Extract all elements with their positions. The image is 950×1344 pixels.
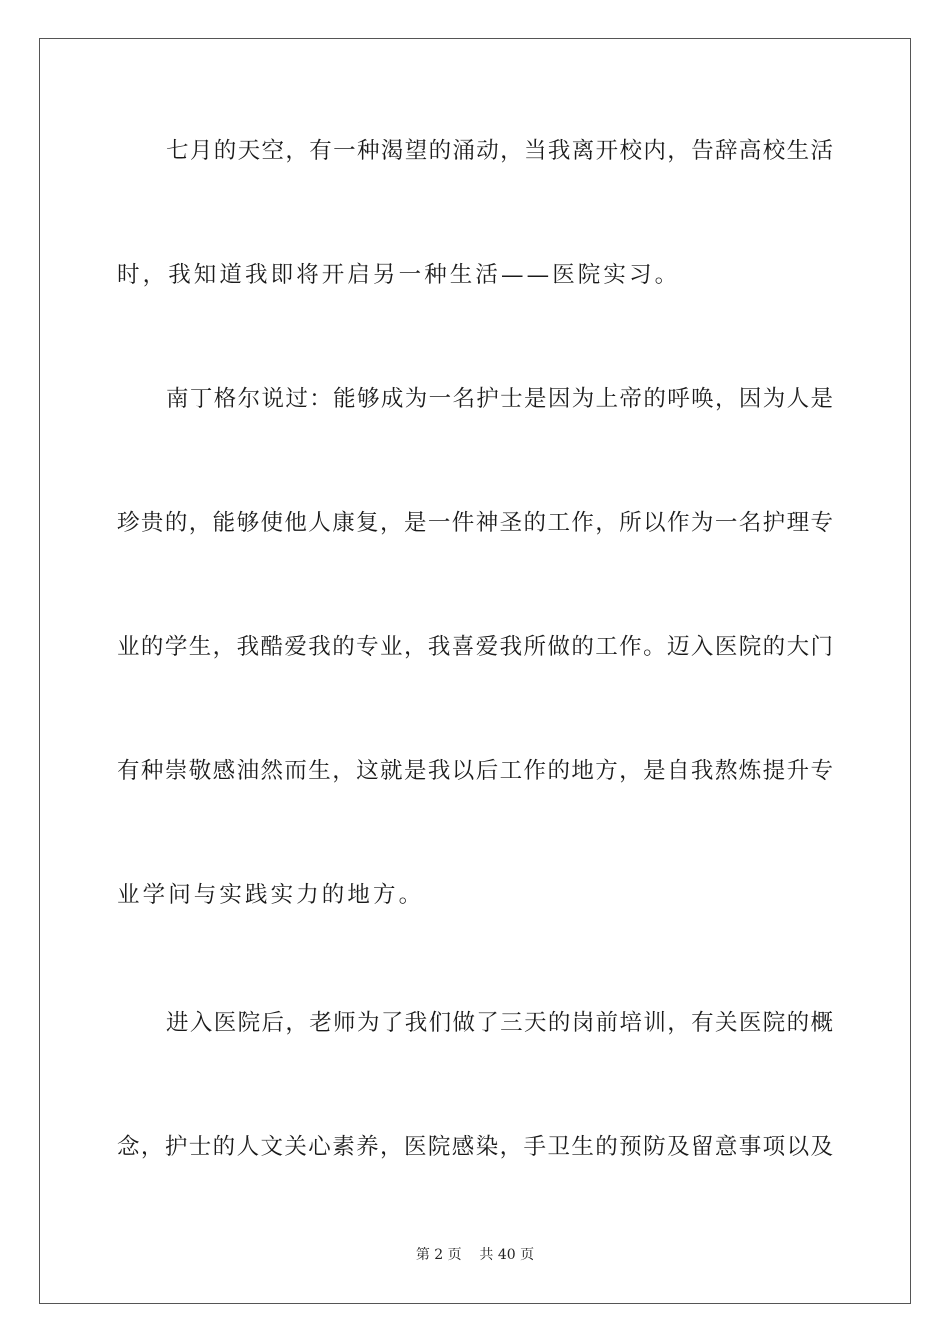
page-frame	[39, 38, 911, 1304]
paragraph-2-line-1: 南丁格尔说过：能够成为一名护士是因为上帝的呼唤，因为人是	[166, 386, 833, 412]
paragraph-2-line-2: 珍贵的，能够使他人康复，是一件神圣的工作，所以作为一名护理专	[117, 510, 833, 536]
paragraph-2-line-3: 业的学生，我酷爱我的专业，我喜爱我所做的工作。迈入医院的大门	[117, 634, 833, 660]
paragraph-3-line-2: 念，护士的人文关心素养，医院感染，手卫生的预防及留意事项以及	[117, 1134, 833, 1160]
paragraph-2-line-4: 有种崇敬感油然而生，这就是我以后工作的地方，是自我熬炼提升专	[117, 758, 833, 784]
paragraph-1-line-2: 时，我知道我即将开启另一种生活——医院实习。	[117, 262, 681, 288]
paragraph-2-line-5: 业学问与实践实力的地方。	[117, 882, 425, 908]
paragraph-1-line-1: 七月的天空，有一种渴望的涌动，当我离开校内，告辞高校生活	[166, 138, 833, 164]
paragraph-3-line-1: 进入医院后，老师为了我们做了三天的岗前培训，有关医院的概	[166, 1010, 833, 1036]
page-number-footer: 第 2 页 共 40 页	[415, 1247, 535, 1263]
